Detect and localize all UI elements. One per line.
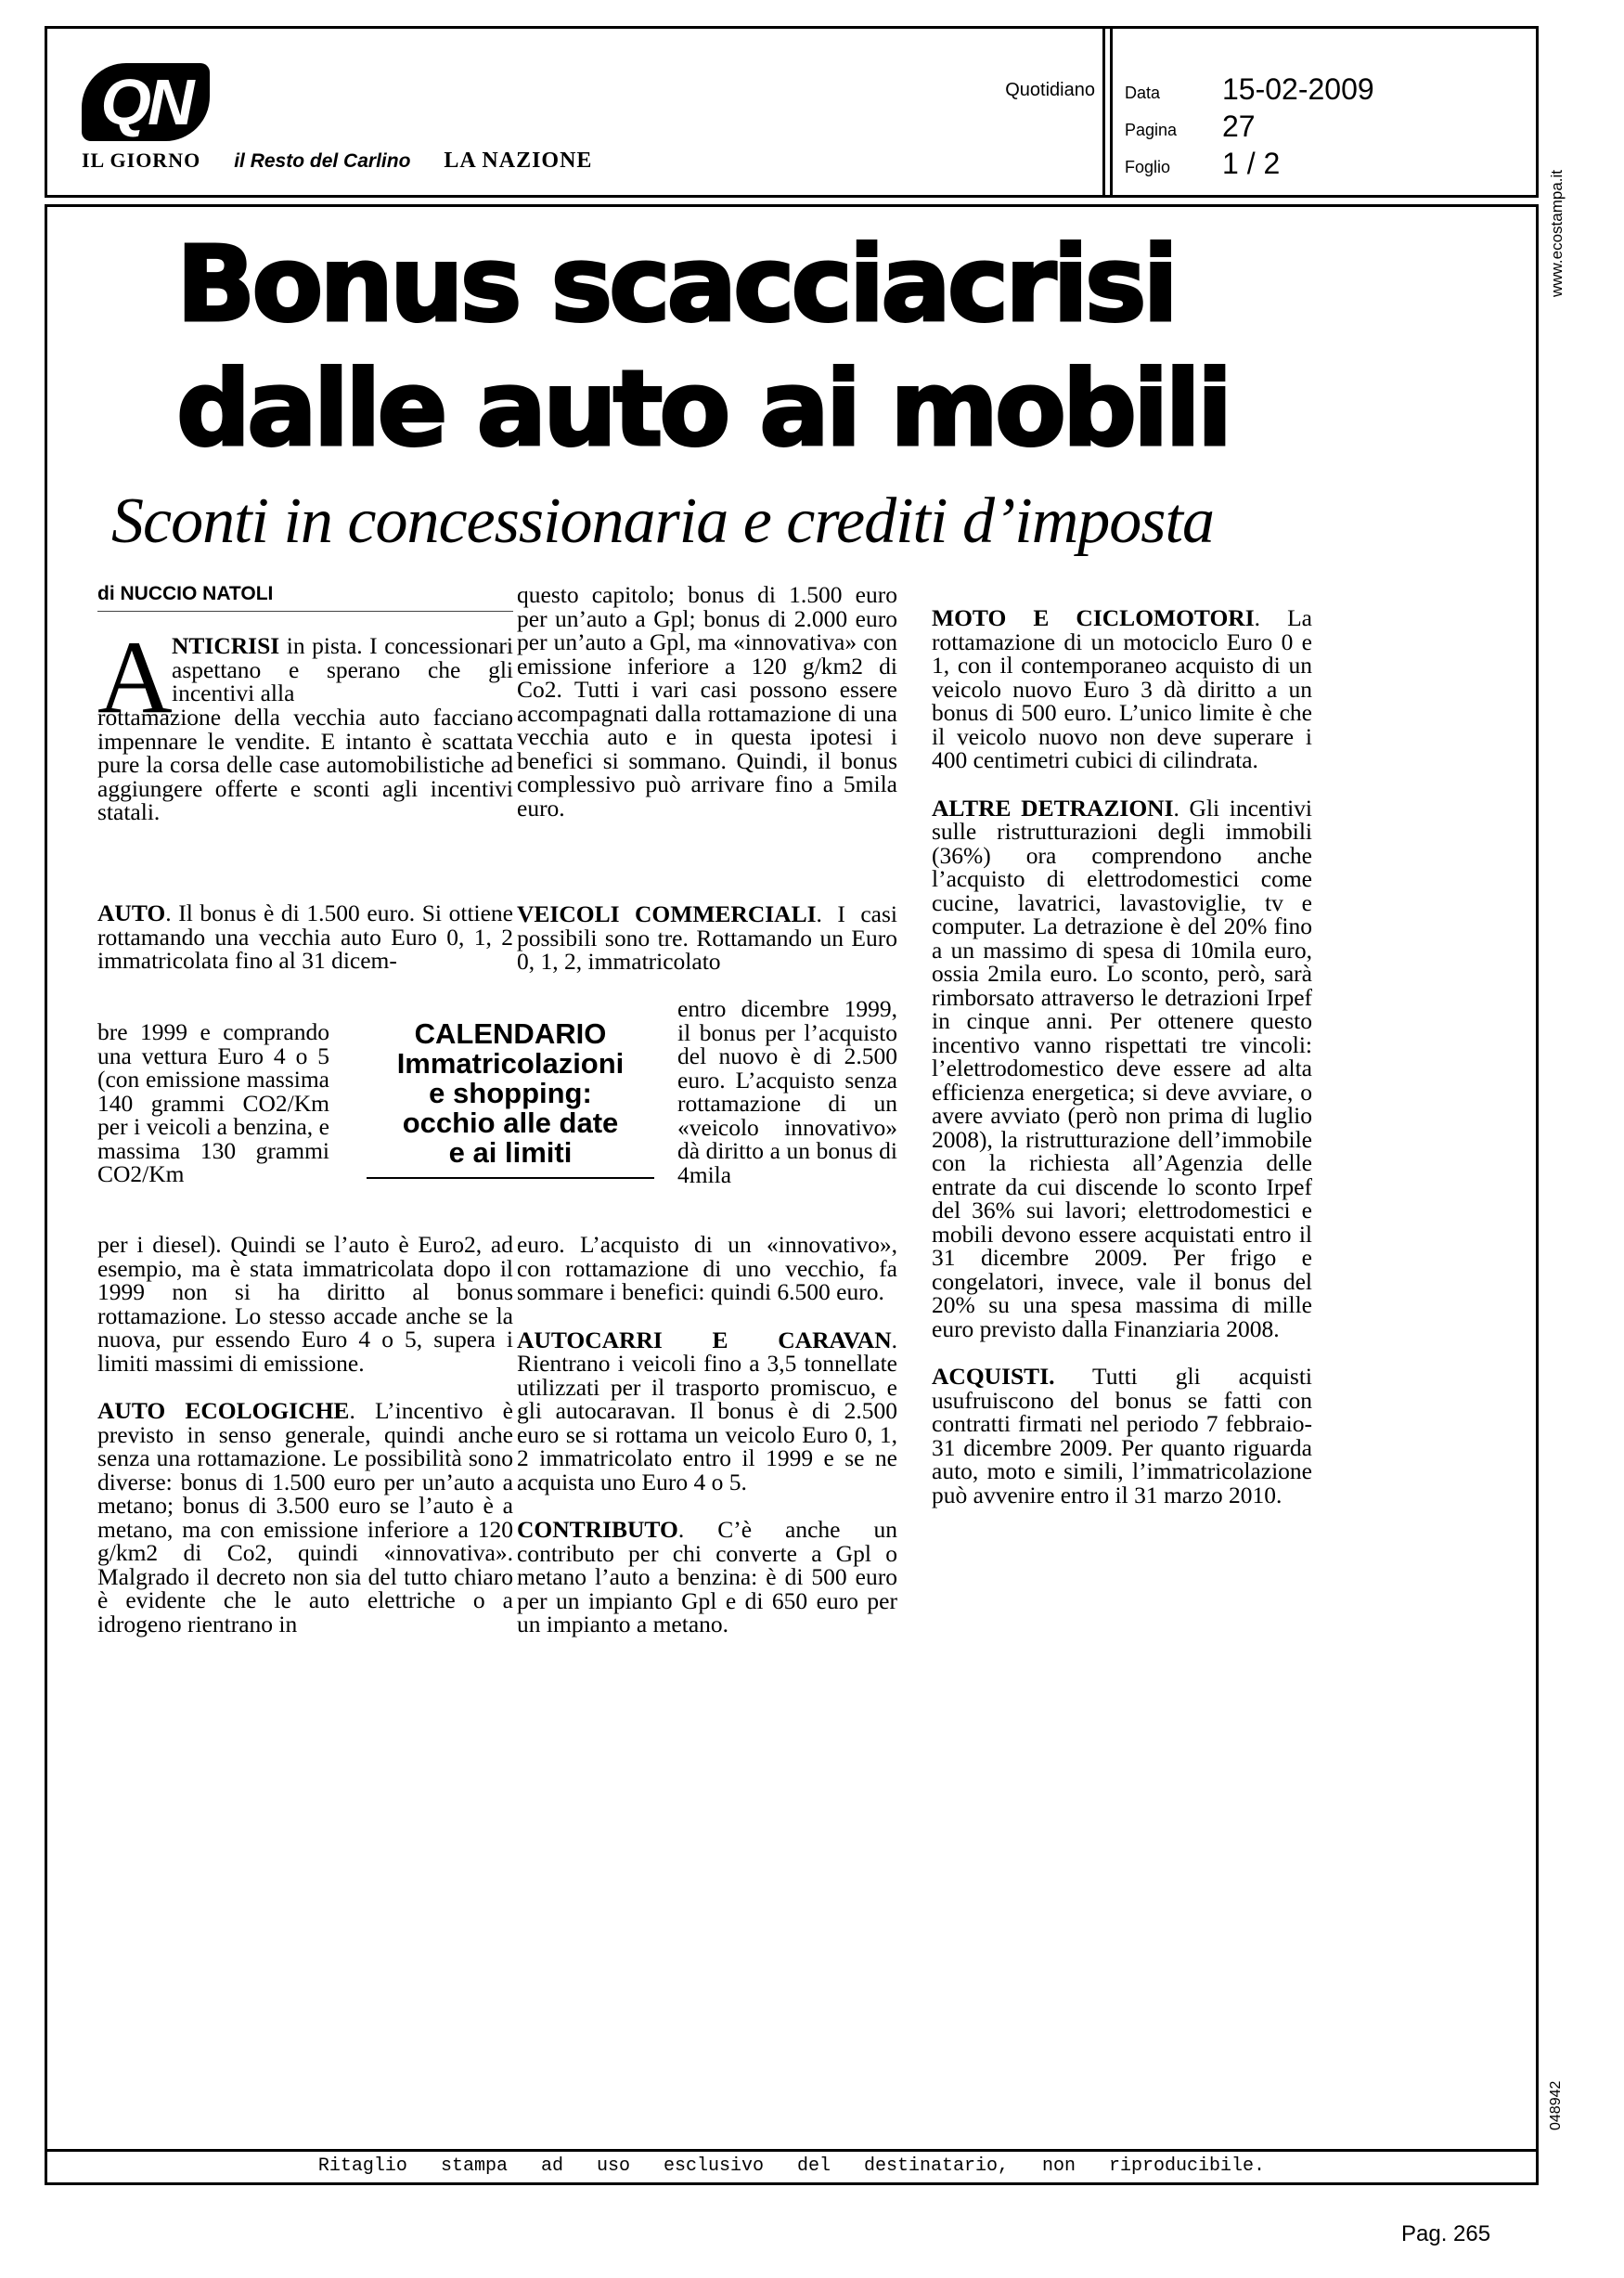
headline-line-1: Bonus scacciacrisi	[176, 225, 1175, 345]
issue-date-row	[1125, 72, 1403, 110]
side-code: 048942	[1548, 2080, 1564, 2130]
auto-paragraph-end	[97, 1233, 513, 1636]
intro-first-text: in pista. I concessionari aspettano e sperano che gli incentivi alla	[172, 632, 513, 706]
intro-keyword: NTICRISI	[172, 632, 280, 659]
commercial-vehicles-paragraph-mid: entro dicembre 1999, il bonus per l’acquisto del nuovo è di 2.500 euro. L’acquisto senza rottamazione di un «veicolo innovativo» dà diritto a un bonus di 4mila	[677, 995, 897, 1188]
calendar-line-2: e shopping:	[429, 1077, 592, 1109]
purchases-text: Tutti gli acquisti usufruiscono del bonus se fatti con contratti firmati nel periodo 7 febbraio-31 dicembre 2009. Per quanto riguarda auto, moto e simili, l’immatricolazione può avvenire entro il 31 marzo 2010.	[932, 1363, 1312, 1508]
paper-name-la-nazione: LA NAZIONE	[444, 149, 593, 173]
issue-page-label: Pagina	[1125, 121, 1178, 139]
header-divider	[1102, 26, 1105, 198]
trucks-text: . Rientrano i veicoli fino a 3,5 tonnellate utilizzati per il trasporto promiscuo, e gli autocaravan. Il bonus è di 2.500 euro se si rottama un veicolo Euro 0, 1, 2 immatricolato entro il 1999 e se ne acquista uno Euro 4 o 5.	[517, 1326, 897, 1495]
motorcycles-text: . La rottamazione di un motociclo Euro 0 e 1, con il contemporaneo acquisto di un veicolo nuovo Euro 3 dà diritto a un bonus di 500 euro. L’unico limite è che il veicolo nuovo non deve superare i 400 centimetri cubici di cilindrata.	[932, 604, 1312, 773]
issue-sheet-row	[1125, 147, 1403, 184]
other-deductions-paragraph	[932, 796, 1312, 1341]
issue-date-value: 15-02-2009	[1222, 72, 1374, 106]
contribution-text: . C’è anche un contributo per chi converte a Gpl o metano l’auto a benzina: è di 500 euro per un impianto Gpl e di 650 euro per un impianto a metano.	[517, 1516, 897, 1637]
calendar-line-3: occhio alle date	[402, 1107, 619, 1139]
paper-name-il-giorno: IL GIORNO	[82, 149, 201, 172]
trucks-keyword: AUTOCARRI E CARAVAN	[517, 1326, 892, 1353]
motorcycles-paragraph	[932, 606, 1312, 772]
intro-paragraph-start	[172, 634, 513, 705]
footer-divider	[45, 2149, 1539, 2152]
issue-page-row	[1125, 110, 1403, 147]
side-url: www.ecostampa.it	[1548, 170, 1566, 297]
contribution-paragraph	[517, 1518, 897, 1637]
column-3	[932, 606, 1312, 1531]
paper-name-resto-del-carlino: il Resto del Carlino	[234, 150, 411, 172]
column-2-top-paragraph: questo capitolo; bonus di 1.500 euro per un’auto a Gpl; bonus di 2.000 euro per un’auto a Gpl, ma «innovativa» con emissione inferiore a 120 g/km2 di Co2. Tutti i vari casi possono essere accompagnati dalla rottamazione di una vecchia auto e in questa ipotesi i benefici si sommano. Quindi, il bonus complessivo può arrivare fino a 5mila euro.	[517, 581, 897, 822]
commercial-vehicles-text-a: . I casi possibili sono tre. Rottamando un Euro 0, 1, 2, immatricolato	[517, 900, 897, 975]
calendar-title: CALENDARIO	[414, 1017, 607, 1050]
footer-notice: Ritaglio stampa ad uso esclusivo del destinatario, non riproducibile.	[317, 2155, 1266, 2177]
calendar-box	[367, 1019, 654, 1179]
other-deductions-text: . Gli incentivi sulle ristrutturazioni degli immobili (36%) ora comprendono anche l’acquisto di elettrodomestici come cucine, lavatrici, lavastoviglie, tv e computer. La detrazione è del 20% fino a un massimo di spesa di 10mila euro, ossia 2mila euro. Lo sconto, però, sarà rimborsato attraverso le detrazioni Irpef in cinque anni. Per ottenere questo incentivo vanno rispettati tre vincoli: l’elettrodomestico deve essere ad alta efficienza energetica; si deve avviare, o avere avviato (però non prima di luglio 2008), la ristrutturazione dell’immobile con la richiesta all’Agenzia delle entrate da cui discende lo sconto Irpef del 36% sui lavori; elettrodomestici e mobili devono essere acquistati entro il 31 dicembre 2009. Per frigo e congelatori, invece, vale il bonus del 20% su una spesa massima di mille euro previsto dalla Finanziaria 2008.	[932, 794, 1312, 1342]
intro-paragraph-rest: rottamazione della vecchia auto facciano impennare le vendite. E intanto è scattata pure la corsa delle case automobilistiche ad aggiungere offerte e sconti agli incentivi statali.	[97, 704, 513, 825]
issue-page-value: 27	[1222, 110, 1256, 143]
header-divider	[1110, 26, 1113, 198]
commercial-vehicles-text-c: euro. L’acquisto di un «innovativo», con rottamazione di uno vecchio, fa sommare i benefici: quindi 6.500 euro.	[517, 1231, 897, 1305]
auto-text-c: per i diesel). Quindi se l’auto è Euro2, ad esempio, ma è stata immatricolata dopo il 1999 non si ha diritto al bonus rottamazione. Lo stesso accade anche se la nuova, pur essendo Euro 4 o 5, supera i limiti massimi di emissione.	[97, 1231, 513, 1377]
issue-date-label: Data	[1125, 84, 1161, 102]
motorcycles-keyword: MOTO E CICLOMOTORI	[932, 604, 1255, 631]
purchases-keyword: ACQUISTI.	[932, 1363, 1055, 1390]
auto-paragraph-mid: bre 1999 e comprando una vettura Euro 4 o 5 (con emissione massima 140 grammi CO2/Km per i veicoli a benzina, e massima 130 grammi CO2/Km	[97, 1018, 329, 1187]
commercial-vehicles-keyword: VEICOLI COMMERCIALI	[517, 900, 817, 927]
publication-type: Quotidiano	[1005, 80, 1095, 100]
byline: di NUCCIO NATOLI	[97, 583, 513, 612]
headline-line-2: dalle auto ai mobili	[176, 349, 1230, 470]
eco-keyword: AUTO ECOLOGICHE	[97, 1397, 350, 1424]
commercial-vehicles-paragraph-start	[517, 902, 897, 974]
auto-keyword: AUTO	[97, 900, 166, 926]
headline	[176, 223, 1420, 472]
auto-paragraph-start	[97, 901, 513, 973]
issue-sheet-label: Foglio	[1125, 158, 1171, 176]
purchases-paragraph	[932, 1365, 1312, 1507]
drop-cap: A	[97, 620, 173, 735]
subheadline: Sconti in concessionaria e crediti d’imposta	[111, 485, 1214, 557]
page-number: Pag. 265	[1401, 2221, 1491, 2246]
eco-paragraph	[97, 1399, 513, 1636]
calendar-line-1: Immatricolazioni	[396, 1047, 625, 1080]
trucks-paragraph	[517, 1328, 897, 1495]
paper-names	[82, 149, 622, 176]
other-deductions-keyword: ALTRE DETRAZIONI	[932, 794, 1174, 822]
column-2-bottom	[517, 1233, 897, 1661]
auto-text-a: . Il bonus è di 1.500 euro. Si ottiene rottamando una vecchia auto Euro 0, 1, 2 immatricolata fino al 31 dicem-	[97, 900, 513, 974]
issue-sheet-value: 1 / 2	[1222, 147, 1281, 180]
eco-text: . L’incentivo è previsto in senso generale, quindi anche senza una rottamazione. Le possibilità sono diverse: bonus di 1.500 euro per un’auto a metano; bonus di 3.500 euro se l’auto è a metano, ma con emissione inferiore a 120 g/km2 di Co2, quindi «innovativa». Malgrado il decreto non sia del tutto chiaro è evidente che le auto elettriche o a idrogeno rientrano in	[97, 1397, 513, 1637]
calendar-line-4: e ai limiti	[448, 1136, 573, 1169]
contribution-keyword: CONTRIBUTO	[517, 1516, 678, 1543]
qn-logo: QN	[82, 63, 210, 141]
issue-info	[1125, 72, 1403, 184]
